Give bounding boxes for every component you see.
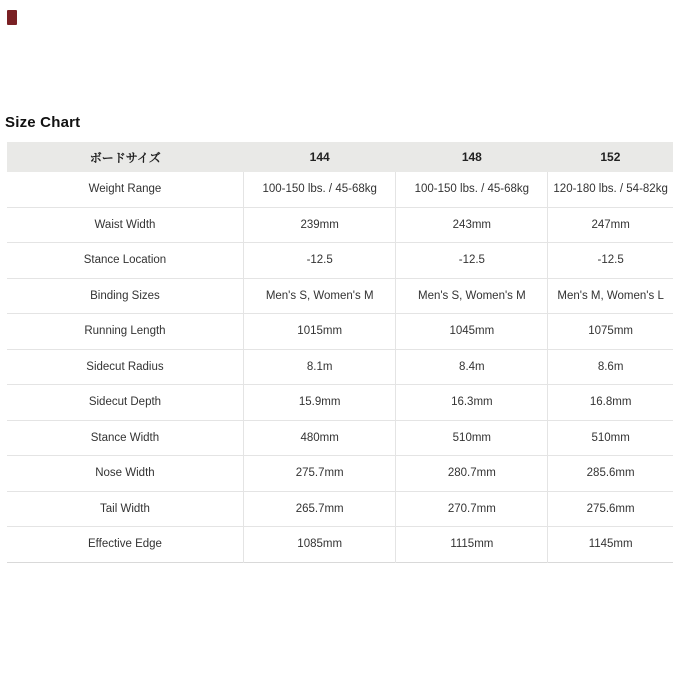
cell-value: 1145mm [548, 527, 673, 563]
cell-value: 275.7mm [243, 456, 396, 492]
row-label: Sidecut Radius [7, 349, 243, 385]
cell-value: 510mm [396, 420, 548, 456]
cell-value: 510mm [548, 420, 673, 456]
table-row [7, 385, 673, 421]
cell-value: 15.9mm [243, 385, 396, 421]
cell-value: 1045mm [396, 314, 548, 350]
size-chart-table [7, 142, 673, 563]
cell-value: 270.7mm [396, 491, 548, 527]
cell-value: 239mm [243, 207, 396, 243]
page-title: Size Chart [5, 114, 81, 131]
table-row [7, 243, 673, 279]
cell-value: Men's S, Women's M [243, 278, 396, 314]
cell-value: 16.3mm [396, 385, 548, 421]
column-header-152: 152 [548, 142, 673, 172]
cell-value: -12.5 [548, 243, 673, 279]
cell-value: 100-150 lbs. / 45-68kg [396, 172, 548, 207]
red-marker [7, 10, 17, 25]
row-label: Sidecut Depth [7, 385, 243, 421]
cell-value: 275.6mm [548, 491, 673, 527]
table-row [7, 420, 673, 456]
cell-value: Men's S, Women's M [396, 278, 548, 314]
table-row [7, 491, 673, 527]
column-header-board-size: ボードサイズ [7, 142, 243, 172]
cell-value: 247mm [548, 207, 673, 243]
cell-value: -12.5 [243, 243, 396, 279]
row-label: Running Length [7, 314, 243, 350]
cell-value: -12.5 [396, 243, 548, 279]
column-header-144: 144 [243, 142, 396, 172]
table-row [7, 314, 673, 350]
cell-value: 1115mm [396, 527, 548, 563]
cell-value: 100-150 lbs. / 45-68kg [243, 172, 396, 207]
row-label: Stance Location [7, 243, 243, 279]
cell-value: 8.1m [243, 349, 396, 385]
cell-value: 1085mm [243, 527, 396, 563]
row-label: Binding Sizes [7, 278, 243, 314]
cell-value: 120-180 lbs. / 54-82kg [548, 172, 673, 207]
cell-value: Men's M, Women's L [548, 278, 673, 314]
size-table-body [7, 172, 673, 562]
row-label: Nose Width [7, 456, 243, 492]
table-row [7, 349, 673, 385]
table-header-row [7, 142, 673, 172]
table-row [7, 527, 673, 563]
row-label: Weight Range [88, 183, 162, 196]
cell-value: 16.8mm [548, 385, 673, 421]
cell-value: 1015mm [243, 314, 396, 350]
cell-value: 280.7mm [396, 456, 548, 492]
cell-value: 243mm [396, 207, 548, 243]
row-label: Tail Width [7, 491, 243, 527]
row-label: Waist Width [7, 207, 243, 243]
table-row [7, 207, 673, 243]
table-row [7, 456, 673, 492]
table-row [7, 172, 673, 207]
table-row [7, 278, 673, 314]
cell-value: 285.6mm [548, 456, 673, 492]
cell-value: 1075mm [548, 314, 673, 350]
cell-value: 8.6m [548, 349, 673, 385]
cell-value: 480mm [243, 420, 396, 456]
cell-value: 8.4m [396, 349, 548, 385]
column-header-148: 148 [396, 142, 548, 172]
cell-value: 265.7mm [243, 491, 396, 527]
row-label: Effective Edge [7, 527, 243, 563]
row-label: Stance Width [7, 420, 243, 456]
